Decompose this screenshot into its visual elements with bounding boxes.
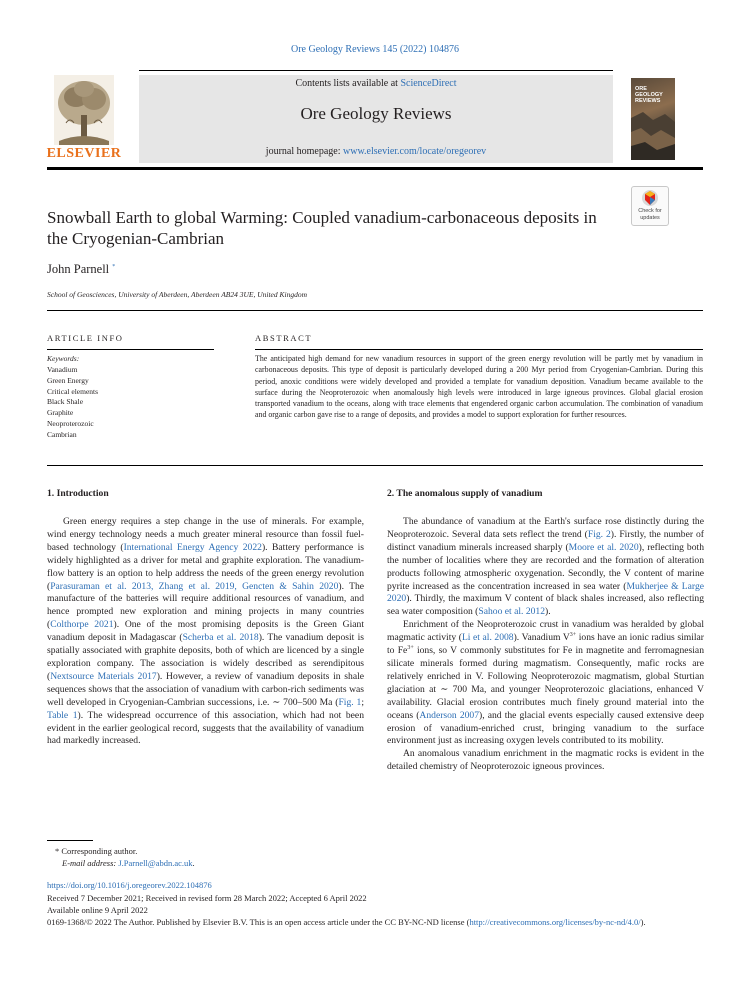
- article-info-rule: [47, 349, 214, 350]
- header-bottom-rule: [47, 167, 703, 170]
- journal-name: Ore Geology Reviews: [300, 104, 452, 123]
- anomalous-supply-section: [387, 488, 705, 773]
- ref-link[interactable]: Moore et al. 2020: [568, 541, 639, 553]
- keyword-item: Black Shale: [47, 397, 84, 407]
- license-link[interactable]: http://creativecommons.org/licenses/by-nc-nd/4.0/: [469, 917, 641, 927]
- license-statement: 0169-1368/© 2022 The Author. Published by Elsevier B.V. This is an open access article under the CC BY-NC-ND license (http://creativecommons.org/licenses/by-nc-nd/4.0/).: [47, 917, 646, 927]
- abstract-text: The anticipated high demand for new vanadium resources in support of the green energy revolution will be partly met by vanadium in carbonaceous deposits. This type of deposit is particularly developed during a 200 Myr period from Cryogenian-Cambrian. During this period, anoxic conditions were widely developed and provided a template for vanadium deposition. Vanadium became available to the surface during the Neoproterozoic when anomalously high levels were introduced in large igneous provinces. Global glacial erosion transported vanadium to the oceans, along with trace elements that engendered organic carbon accumulation. The combination of vanadium and organic carbon gave rise to a range of deposits, and provides a model to support exploration for further resources.: [255, 354, 703, 420]
- corresponding-author-mark[interactable]: *: [112, 263, 116, 270]
- keyword-item: Critical elements: [47, 386, 99, 396]
- homepage-line: [139, 146, 613, 157]
- ref-link[interactable]: Nextsource Materials 2017: [50, 670, 157, 682]
- section-heading-anomalous-supply: 2. The anomalous supply of vanadium: [387, 488, 543, 499]
- keywords-list: [47, 365, 98, 441]
- ref-link[interactable]: International Energy Agency 2022: [123, 541, 262, 553]
- ref-link[interactable]: Scherba et al. 2018: [182, 632, 259, 644]
- author-affiliation: School of Geosciences, University of Aberdeen, Aberdeen AB24 3UE, United Kingdom: [47, 290, 308, 299]
- homepage-link[interactable]: www.elsevier.com/locate/oregeorev: [343, 146, 487, 157]
- ref-link[interactable]: Colthorpe 2021: [50, 619, 114, 631]
- ref-link[interactable]: Li et al. 2008: [461, 632, 514, 644]
- elsevier-logo[interactable]: [45, 75, 123, 161]
- ref-link[interactable]: Sahoo et al. 2012: [478, 606, 546, 618]
- title-bottom-rule: [47, 310, 703, 311]
- article-info-heading: ARTICLE INFO: [47, 333, 124, 343]
- section2-paragraph: The abundance of vanadium at the Earth's surface rose distinctly during the Neoproterozoic. Several data sets reflect the trend (Fig. 2). Firstly, the number of distinct vanadium minerals increased sharply (Moore et al. 2020), reflecting both the number of localities where they are recorded and the formation of alteration products following atmospheric oxygenation. Secondly, the V content of marine pyrite increased as the concentration increased in sea water (Mukherjee & Large 2020). Thirdly, the maximum V content of black shales increased, also reflecting sea water composition (Sahoo et al. 2012).: [387, 516, 704, 618]
- keyword-item: Green Energy: [47, 375, 89, 385]
- footnote-mark: *: [55, 846, 60, 856]
- header-top-rule: [139, 70, 613, 71]
- keyword-item: Neoproterozoic: [47, 418, 94, 428]
- keyword-item: Vanadium: [47, 365, 78, 374]
- elsevier-wordmark: ELSEVIER: [46, 146, 122, 161]
- section2-paragraph: Enrichment of the Neoproterozoic crust in vanadium was heralded by global magmatic activity (Li et al. 2008). Vanadium $V^{3+}$ ions have an ionic radius similar to $Fe^{3+}$ ions, so V commonly substitutes for Fe in magnetite and ferromagnesian silicate minerals formed during magmatism. Consequently, mafic rocks are relatively enriched in V. Following Neoproterozoic magmatism, global Sturtian glaciation at ∼ 700 Ma, and younger Neoproterozoic glaciations, enhanced V availability. Glacial erosion contributes much finely ground material into the oceans (Anderson 2007), and the glacial events especially caused extensive deep erosion of vanadium-enriched crust, bringing vanadium to the surface environment just as increasing oxygen levels contributed to its mobility.: [387, 619, 705, 747]
- article-title: Snowball Earth to global Warming: Coupled vanadium-carbonaceous deposits in the Cryogenian-Cambrian: [47, 208, 597, 248]
- abstract-bottom-rule: [47, 465, 703, 466]
- available-online: Available online 9 April 2022: [47, 905, 148, 915]
- homepage-prefix: journal homepage:: [265, 146, 343, 157]
- footnote-rule: [47, 840, 93, 841]
- elsevier-tree-icon: [54, 75, 114, 145]
- cover-rock-image: [631, 108, 675, 160]
- author-line: [47, 262, 115, 277]
- author-name[interactable]: John Parnell: [47, 262, 110, 276]
- received-dates: Received 7 December 2021; Received in revised form 28 March 2022; Accepted 6 April 2022: [47, 893, 367, 903]
- introduction-section: [47, 488, 364, 747]
- email-link[interactable]: J.Parnell@abdn.ac.uk: [118, 858, 193, 868]
- crossmark-icon: [641, 189, 659, 207]
- figure-link[interactable]: Fig. 1: [338, 696, 362, 708]
- abstract-heading: ABSTRACT: [255, 333, 313, 343]
- keyword-item: Graphite: [47, 408, 74, 418]
- ref-link[interactable]: Mukherjee & Large 2020: [387, 580, 704, 605]
- check-for-updates-button[interactable]: [631, 186, 669, 226]
- keyword-item: Cambrian: [47, 429, 77, 439]
- section2-paragraph: An anomalous vanadium enrichment in the magmatic rocks is evident in the detailed chemistry of Neoproterozoic igneous provinces.: [387, 748, 704, 773]
- journal-citation[interactable]: Ore Geology Reviews 145 (2022) 104876: [290, 44, 460, 55]
- keywords-label: Keywords:: [47, 354, 80, 363]
- contents-line: [139, 78, 613, 89]
- email-label: E-mail address:: [62, 858, 119, 868]
- check-for-updates-label: Check for updates: [638, 208, 662, 221]
- journal-banner: [139, 75, 613, 163]
- intro-paragraph: Green energy requires a step change in the use of minerals. For example, wind energy technology needs a much greater mineral resource than fossil fuel-based technology (International Energy Agency 2022). Battery performance is widely highlighted as a driver for metal and graphite exploration. The vanadium-flow battery is an option to help address the needs of the green energy revolution (Parasuraman et al. 2013, Zhang et al. 2019, Gencten & Sahin 2020). The manufacture of the batteries will require additional resources of vanadium, and hence prompted new exploration and mining projects in many countries (Colthorpe 2021). One of the most promising deposits is the Green Giant vanadium deposit in Madagascar (Scherba et al. 2018). The vanadium deposit is spatially associated with graphite deposits, both of which are licenced by a single exploration company. The association is widely described as serendipitous (Nextsource Materials 2017). However, a review of vanadium deposits in shale sequences shows that the association of vanadium with carbon-rich sediments was well developed in Cryogenian-Cambrian successions, i.e. ∼ 700–500 Ma (Fig. 1; Table 1). The widespread occurrence of this association, which had not been evident in the earlier geological record, suggests that the availability of vanadium had markedly increased.: [47, 516, 364, 747]
- abstract-top-rule: [255, 349, 703, 350]
- section-heading-introduction: 1. Introduction: [47, 488, 109, 499]
- ref-link[interactable]: Anderson 2007: [419, 709, 480, 721]
- ref-link[interactable]: Parasuraman et al. 2013, Zhang et al. 2019, Gencten & Sahin 2020: [50, 580, 339, 592]
- journal-cover-image[interactable]: [631, 78, 675, 160]
- doi-link[interactable]: https://doi.org/10.1016/j.oregeorev.2022.104876: [47, 880, 212, 890]
- footnote-label: Corresponding author.: [59, 846, 138, 856]
- cover-title: ORE GEOLOGY REVIEWS: [635, 86, 663, 104]
- sciencedirect-link[interactable]: ScienceDirect: [400, 78, 457, 89]
- table-link[interactable]: Table 1: [47, 709, 78, 721]
- article-history: [47, 892, 707, 916]
- figure-link[interactable]: Fig. 2: [587, 528, 611, 540]
- corresponding-author-footnote: * Corresponding author. E-mail address: J.Parnell@abdn.ac.uk.: [55, 846, 195, 868]
- contents-prefix: Contents lists available at: [295, 78, 401, 89]
